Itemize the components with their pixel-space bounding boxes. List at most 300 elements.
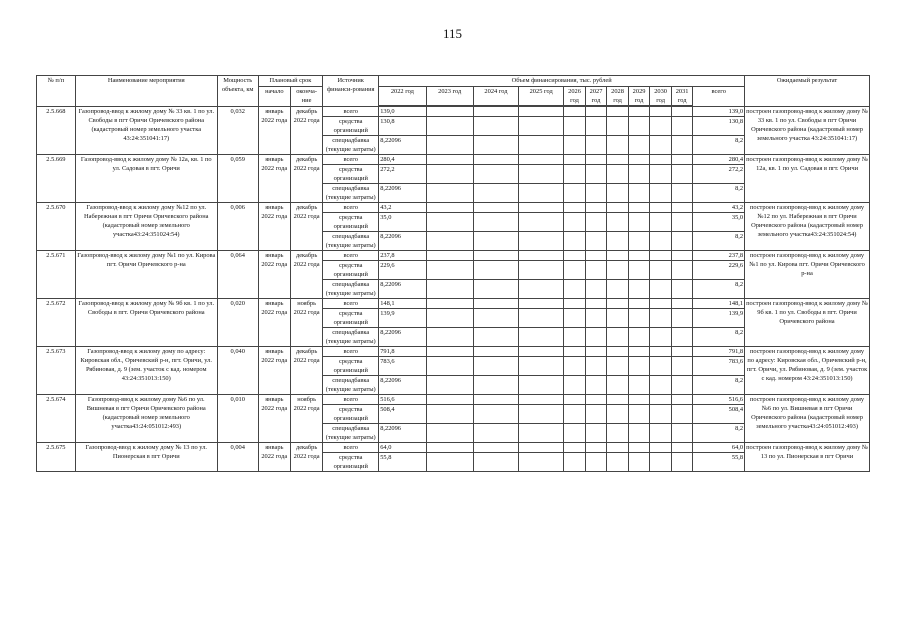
empty-year-cell <box>519 165 564 184</box>
row-num: 2.5.673 <box>37 347 76 395</box>
empty-year-cell <box>564 155 586 165</box>
empty-year-cell <box>519 299 564 309</box>
source-total-2022: 43,2 <box>379 203 426 213</box>
row-capacity: 0,010 <box>217 395 258 443</box>
empty-year-cell <box>628 299 650 309</box>
empty-year-cell <box>564 165 586 184</box>
row-capacity: 0,020 <box>217 299 258 347</box>
empty-year-cell <box>650 357 672 376</box>
header-year: 2025 год <box>519 87 564 106</box>
empty-year-cell <box>671 165 693 184</box>
empty-year-cell <box>585 165 607 184</box>
empty-year-cell <box>564 443 586 453</box>
empty-year-cell <box>426 251 473 261</box>
empty-year-cell <box>426 405 473 424</box>
empty-year-cell <box>650 165 672 184</box>
empty-year-cell <box>585 203 607 213</box>
row-end: декабрь 2022 года <box>290 251 322 299</box>
empty-year-cell <box>585 117 607 136</box>
empty-year-cell <box>607 405 629 424</box>
empty-year-cell <box>564 376 586 395</box>
empty-year-cell <box>671 443 693 453</box>
source-total-sum: 280,4 <box>693 155 745 165</box>
empty-year-cell <box>426 424 473 443</box>
empty-year-cell <box>426 453 473 472</box>
empty-year-cell <box>585 453 607 472</box>
empty-year-cell <box>519 155 564 165</box>
empty-year-cell <box>671 232 693 251</box>
source-special-label: спецнадбавка (текущие затраты) <box>323 424 379 443</box>
empty-year-cell <box>650 232 672 251</box>
source-org-label: средства организаций <box>323 117 379 136</box>
empty-year-cell <box>473 261 518 280</box>
empty-year-cell <box>671 203 693 213</box>
empty-year-cell <box>519 280 564 299</box>
empty-year-cell <box>650 328 672 347</box>
source-total-label: всего <box>323 443 379 453</box>
row-capacity: 0,064 <box>217 251 258 299</box>
empty-year-cell <box>628 261 650 280</box>
header-capacity: Мощность объекта, км <box>217 76 258 107</box>
empty-year-cell <box>564 107 586 117</box>
row-result: построен газопровод-ввод к жилому дому № 13 по ул. Пионерская в пгт Оричи <box>745 443 870 472</box>
row-start: январь 2022 года <box>258 107 290 155</box>
financing-table <box>36 75 870 472</box>
row-name: Газопровод-ввод к жилому дому № 13 по ул. Пионерская в пгт Оричи <box>75 443 217 472</box>
empty-year-cell <box>564 136 586 155</box>
empty-year-cell <box>426 395 473 405</box>
empty-year-cell <box>671 184 693 203</box>
empty-year-cell <box>564 203 586 213</box>
empty-year-cell <box>607 155 629 165</box>
empty-year-cell <box>671 395 693 405</box>
empty-year-cell <box>473 309 518 328</box>
source-org-2022: 229,6 <box>379 261 426 280</box>
empty-year-cell <box>519 424 564 443</box>
empty-year-cell <box>628 309 650 328</box>
empty-year-cell <box>519 232 564 251</box>
empty-year-cell <box>564 347 586 357</box>
row-start: январь 2022 года <box>258 395 290 443</box>
source-special-label: спецнадбавка (текущие затраты) <box>323 184 379 203</box>
header-year: 2024 год <box>473 87 518 106</box>
empty-year-cell <box>564 299 586 309</box>
source-org-label: средства организаций <box>323 261 379 280</box>
empty-year-cell <box>473 184 518 203</box>
source-total-sum: 237,8 <box>693 251 745 261</box>
empty-year-cell <box>473 357 518 376</box>
empty-year-cell <box>473 155 518 165</box>
empty-year-cell <box>519 328 564 347</box>
empty-year-cell <box>426 261 473 280</box>
row-start: январь 2022 года <box>258 299 290 347</box>
table-row <box>37 395 870 405</box>
empty-year-cell <box>473 280 518 299</box>
empty-year-cell <box>426 155 473 165</box>
empty-year-cell <box>473 165 518 184</box>
empty-year-cell <box>650 347 672 357</box>
empty-year-cell <box>607 299 629 309</box>
empty-year-cell <box>607 395 629 405</box>
source-special-2022: 8,22096 <box>379 328 426 347</box>
empty-year-cell <box>519 453 564 472</box>
empty-year-cell <box>650 136 672 155</box>
source-total-2022: 516,6 <box>379 395 426 405</box>
empty-year-cell <box>564 328 586 347</box>
empty-year-cell <box>650 117 672 136</box>
empty-year-cell <box>671 357 693 376</box>
empty-year-cell <box>650 107 672 117</box>
empty-year-cell <box>628 165 650 184</box>
source-special-label: спецнадбавка (текущие затраты) <box>323 280 379 299</box>
empty-year-cell <box>426 213 473 232</box>
row-end: декабрь 2022 года <box>290 443 322 472</box>
empty-year-cell <box>564 213 586 232</box>
empty-year-cell <box>607 232 629 251</box>
table-row <box>37 347 870 357</box>
row-name: Газопровод-ввод к жилому дому № 33 кв. 1 по ул. Свободы в пгт Оричи Оричевского района (кадастровый номер земельного участка 43:24:351041:17) <box>75 107 217 155</box>
empty-year-cell <box>628 203 650 213</box>
empty-year-cell <box>607 117 629 136</box>
empty-year-cell <box>650 155 672 165</box>
empty-year-cell <box>564 184 586 203</box>
source-org-2022: 35,0 <box>379 213 426 232</box>
empty-year-cell <box>564 232 586 251</box>
row-result: построен газопровод-ввод к жилому дому № 12а, кв. 1 по ул. Садовая в пгт. Оричи <box>745 155 870 203</box>
source-org-label: средства организаций <box>323 213 379 232</box>
empty-year-cell <box>650 309 672 328</box>
source-org-sum: 508,4 <box>693 405 745 424</box>
empty-year-cell <box>473 232 518 251</box>
row-name: Газопровод-ввод к жилому дому по адресу: Кировская обл., Оричевский р-н, пгт. Оричи, ул. Рябиновая, д. 9 (зем. участок с кад. номером 43:24:351013:150) <box>75 347 217 395</box>
empty-year-cell <box>650 395 672 405</box>
source-special-2022: 8,22096 <box>379 424 426 443</box>
source-org-2022: 130,8 <box>379 117 426 136</box>
source-total-2022: 791,8 <box>379 347 426 357</box>
source-special-2022: 8,22096 <box>379 376 426 395</box>
source-total-label: всего <box>323 395 379 405</box>
empty-year-cell <box>564 405 586 424</box>
row-num: 2.5.674 <box>37 395 76 443</box>
empty-year-cell <box>426 347 473 357</box>
source-org-sum: 229,6 <box>693 261 745 280</box>
table-row <box>37 107 870 117</box>
source-total-sum: 516,6 <box>693 395 745 405</box>
empty-year-cell <box>628 328 650 347</box>
empty-year-cell <box>628 155 650 165</box>
empty-year-cell <box>650 280 672 299</box>
row-num: 2.5.675 <box>37 443 76 472</box>
empty-year-cell <box>585 299 607 309</box>
row-capacity: 0,004 <box>217 443 258 472</box>
empty-year-cell <box>628 136 650 155</box>
source-total-label: всего <box>323 299 379 309</box>
row-end: декабрь 2022 года <box>290 155 322 203</box>
header-name: Наименование мероприятия <box>75 76 217 107</box>
header-total: всего <box>693 87 745 107</box>
header-year: 2026 год <box>564 87 586 106</box>
source-total-2022: 237,8 <box>379 251 426 261</box>
empty-year-cell <box>473 299 518 309</box>
header-year: 2029 год <box>628 87 650 106</box>
empty-year-cell <box>473 376 518 395</box>
source-special-label: спецнадбавка (текущие затраты) <box>323 232 379 251</box>
row-name: Газопровод-ввод к жилому дому № 12а, кв. 1 по ул. Садовая в пгт. Оричи <box>75 155 217 203</box>
empty-year-cell <box>650 203 672 213</box>
empty-year-cell <box>607 184 629 203</box>
empty-year-cell <box>473 453 518 472</box>
source-org-label: средства организаций <box>323 405 379 424</box>
empty-year-cell <box>473 424 518 443</box>
empty-year-cell <box>607 136 629 155</box>
empty-year-cell <box>585 280 607 299</box>
empty-year-cell <box>564 280 586 299</box>
header-term-start: начало <box>258 87 290 107</box>
empty-year-cell <box>671 261 693 280</box>
source-org-label: средства организаций <box>323 309 379 328</box>
empty-year-cell <box>671 107 693 117</box>
source-special-label: спецнадбавка (текущие затраты) <box>323 328 379 347</box>
row-end: декабрь 2022 года <box>290 203 322 251</box>
empty-year-cell <box>426 328 473 347</box>
empty-year-cell <box>671 280 693 299</box>
empty-year-cell <box>519 251 564 261</box>
source-org-sum: 130,8 <box>693 117 745 136</box>
source-special-sum: 8,2 <box>693 376 745 395</box>
empty-year-cell <box>607 453 629 472</box>
empty-year-cell <box>473 251 518 261</box>
row-capacity: 0,032 <box>217 107 258 155</box>
source-special-2022: 8,22096 <box>379 232 426 251</box>
empty-year-cell <box>585 395 607 405</box>
empty-year-cell <box>628 280 650 299</box>
empty-year-cell <box>585 107 607 117</box>
source-special-sum: 8,2 <box>693 184 745 203</box>
empty-year-cell <box>473 347 518 357</box>
row-result: построен газопровод-ввод к жилому дому по адресу: Кировская обл., Оричевский р-н, пгт. Оричи, ул. Рябиновая, д. 9 (зем. участок с кад. номером 43:24:351013:150) <box>745 347 870 395</box>
source-total-label: всего <box>323 347 379 357</box>
empty-year-cell <box>607 213 629 232</box>
row-name: Газопровод-ввод к жилому дому №12 по ул. Набережная в пгт Оричи Оричевского района (кадастровый номер земельного участка43:24:351024:54) <box>75 203 217 251</box>
empty-year-cell <box>426 280 473 299</box>
empty-year-cell <box>607 203 629 213</box>
empty-year-cell <box>671 328 693 347</box>
empty-year-cell <box>519 405 564 424</box>
source-org-2022: 783,6 <box>379 357 426 376</box>
empty-year-cell <box>519 117 564 136</box>
empty-year-cell <box>650 261 672 280</box>
empty-year-cell <box>607 309 629 328</box>
empty-year-cell <box>426 203 473 213</box>
empty-year-cell <box>564 117 586 136</box>
empty-year-cell <box>473 117 518 136</box>
header-year: 2022 год <box>379 87 426 106</box>
empty-year-cell <box>585 405 607 424</box>
row-result: построен газопровод-ввод к жилому дому № 9б кв. 1 по ул. Свободы в пгт. Оричи Оричевского района <box>745 299 870 347</box>
source-org-2022: 508,4 <box>379 405 426 424</box>
empty-year-cell <box>519 376 564 395</box>
header-year: 2030 год <box>650 87 672 106</box>
header-num: № п/п <box>37 76 76 107</box>
source-org-sum: 783,6 <box>693 357 745 376</box>
source-total-2022: 148,1 <box>379 299 426 309</box>
source-total-label: всего <box>323 251 379 261</box>
empty-year-cell <box>585 261 607 280</box>
empty-year-cell <box>473 328 518 347</box>
row-capacity: 0,059 <box>217 155 258 203</box>
empty-year-cell <box>564 424 586 443</box>
empty-year-cell <box>628 107 650 117</box>
empty-year-cell <box>628 232 650 251</box>
empty-year-cell <box>650 376 672 395</box>
source-total-sum: 64,0 <box>693 443 745 453</box>
empty-year-cell <box>628 347 650 357</box>
empty-year-cell <box>564 357 586 376</box>
empty-year-cell <box>607 357 629 376</box>
empty-year-cell <box>473 405 518 424</box>
row-num: 2.5.671 <box>37 251 76 299</box>
row-start: январь 2022 года <box>258 251 290 299</box>
row-end: декабрь 2022 года <box>290 347 322 395</box>
empty-year-cell <box>650 453 672 472</box>
empty-year-cell <box>426 165 473 184</box>
empty-year-cell <box>585 232 607 251</box>
empty-year-cell <box>519 443 564 453</box>
empty-year-cell <box>671 347 693 357</box>
empty-year-cell <box>426 309 473 328</box>
row-num: 2.5.672 <box>37 299 76 347</box>
header-term-end: оконча-ние <box>290 87 322 107</box>
empty-year-cell <box>607 165 629 184</box>
source-org-2022: 55,8 <box>379 453 426 472</box>
empty-year-cell <box>650 184 672 203</box>
empty-year-cell <box>426 376 473 395</box>
empty-year-cell <box>628 251 650 261</box>
row-name: Газопровод-ввод к жилому дому № 9б кв. 1 по ул. Свободы в пгт. Оричи Оричевского района <box>75 299 217 347</box>
source-special-sum: 8,2 <box>693 280 745 299</box>
empty-year-cell <box>607 376 629 395</box>
source-org-sum: 55,8 <box>693 453 745 472</box>
empty-year-cell <box>628 357 650 376</box>
source-org-sum: 139,9 <box>693 309 745 328</box>
empty-year-cell <box>628 424 650 443</box>
empty-year-cell <box>607 443 629 453</box>
source-org-2022: 272,2 <box>379 165 426 184</box>
row-end: ноябрь 2022 года <box>290 395 322 443</box>
header-result: Ожидаемый результат <box>745 76 870 107</box>
empty-year-cell <box>585 251 607 261</box>
page-number: 115 <box>442 26 463 41</box>
source-org-label: средства организаций <box>323 165 379 184</box>
empty-year-cell <box>564 261 586 280</box>
source-special-label: спецнадбавка (текущие затраты) <box>323 136 379 155</box>
empty-year-cell <box>650 251 672 261</box>
empty-year-cell <box>671 251 693 261</box>
empty-year-cell <box>607 261 629 280</box>
empty-year-cell <box>473 395 518 405</box>
source-total-2022: 64,0 <box>379 443 426 453</box>
empty-year-cell <box>426 184 473 203</box>
empty-year-cell <box>519 309 564 328</box>
header-year: 2031 год <box>671 87 693 106</box>
row-start: январь 2022 года <box>258 443 290 472</box>
empty-year-cell <box>473 443 518 453</box>
empty-year-cell <box>671 405 693 424</box>
row-start: январь 2022 года <box>258 203 290 251</box>
empty-year-cell <box>671 309 693 328</box>
source-special-sum: 8,2 <box>693 232 745 251</box>
empty-year-cell <box>650 405 672 424</box>
empty-year-cell <box>564 309 586 328</box>
empty-year-cell <box>519 357 564 376</box>
source-org-sum: 35,0 <box>693 213 745 232</box>
empty-year-cell <box>426 232 473 251</box>
empty-year-cell <box>628 443 650 453</box>
empty-year-cell <box>473 107 518 117</box>
empty-year-cell <box>519 203 564 213</box>
row-end: ноябрь 2022 года <box>290 299 322 347</box>
row-end: декабрь 2022 года <box>290 107 322 155</box>
empty-year-cell <box>519 395 564 405</box>
empty-year-cell <box>585 443 607 453</box>
table-row <box>37 299 870 309</box>
row-result: построен газопровод-ввод к жилому дому №1 по ул. Кирова пгт. Оричи Оричевского р-на <box>745 251 870 299</box>
source-special-sum: 8,2 <box>693 328 745 347</box>
table-row <box>37 155 870 165</box>
empty-year-cell <box>473 136 518 155</box>
row-start: январь 2022 года <box>258 155 290 203</box>
row-result: построен газопровод-ввод к жилому дому № 33 кв. 1 по ул. Свободы в пгт Оричи Оричевского района (кадастровый номер земельного участка 43:24:351041:17) <box>745 107 870 155</box>
row-num: 2.5.670 <box>37 203 76 251</box>
empty-year-cell <box>607 424 629 443</box>
empty-year-cell <box>585 309 607 328</box>
row-num: 2.5.668 <box>37 107 76 155</box>
empty-year-cell <box>426 357 473 376</box>
empty-year-cell <box>585 424 607 443</box>
table-row <box>37 443 870 453</box>
empty-year-cell <box>628 213 650 232</box>
empty-year-cell <box>628 376 650 395</box>
empty-year-cell <box>426 443 473 453</box>
empty-year-cell <box>585 328 607 347</box>
source-org-sum: 272,2 <box>693 165 745 184</box>
source-total-2022: 139,0 <box>379 107 426 117</box>
empty-year-cell <box>671 299 693 309</box>
empty-year-cell <box>671 453 693 472</box>
source-org-label: средства организаций <box>323 357 379 376</box>
empty-year-cell <box>671 117 693 136</box>
row-capacity: 0,040 <box>217 347 258 395</box>
empty-year-cell <box>607 280 629 299</box>
source-total-label: всего <box>323 155 379 165</box>
empty-year-cell <box>585 184 607 203</box>
source-special-2022: 8,22096 <box>379 184 426 203</box>
empty-year-cell <box>650 213 672 232</box>
table-row <box>37 203 870 213</box>
empty-year-cell <box>519 136 564 155</box>
header-term: Плановый срок <box>258 76 323 87</box>
empty-year-cell <box>426 107 473 117</box>
empty-year-cell <box>650 443 672 453</box>
empty-year-cell <box>607 328 629 347</box>
empty-year-cell <box>519 261 564 280</box>
source-special-label: спецнадбавка (текущие затраты) <box>323 376 379 395</box>
source-total-label: всего <box>323 203 379 213</box>
empty-year-cell <box>519 347 564 357</box>
empty-year-cell <box>473 203 518 213</box>
empty-year-cell <box>426 136 473 155</box>
header-volume: Объем финансирования, тыс. рублей <box>379 76 745 87</box>
